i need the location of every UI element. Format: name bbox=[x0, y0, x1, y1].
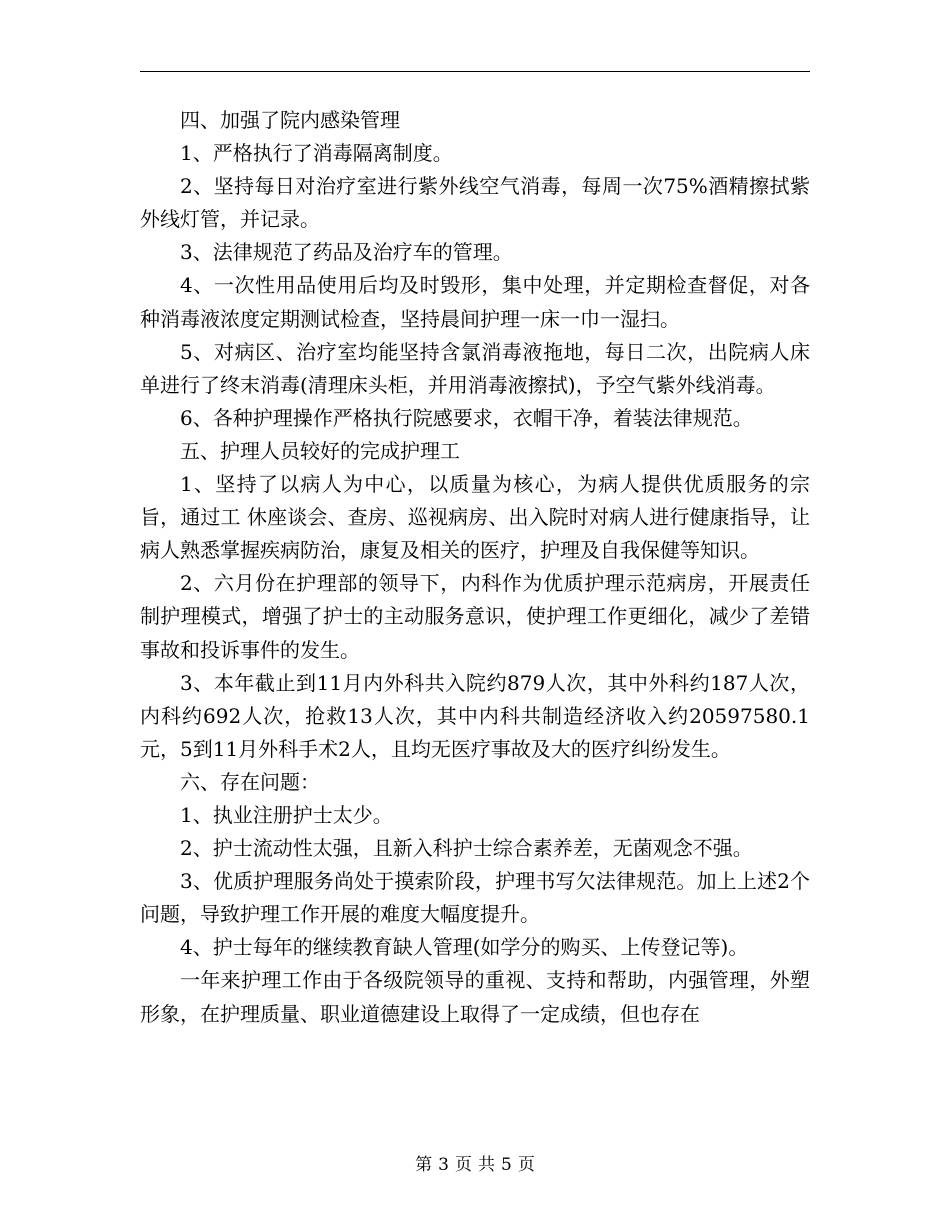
page-footer bbox=[0, 1150, 950, 1175]
paragraph: 2、坚持每日对治疗室进行紫外线空气消毒，每周一次75%酒精擦拭紫外线灯管，并记录。 bbox=[140, 174, 810, 232]
header-rule bbox=[140, 71, 810, 72]
footer-total-word: 共 bbox=[478, 1155, 495, 1175]
paragraph: 4、护士每年的继续教育缺人管理(如学分的购买、上传登记等)。 bbox=[180, 935, 749, 960]
section-heading-problems: 六、存在问题： bbox=[180, 769, 320, 794]
paragraph: 3、本年截止到11月内外科共入院约879人次，其中外科约187人次，内科约692人次，抢救13人次，其中内科共制造经济收入约20597580.1元，5到11月外科手术2人，且均无医疗事故及大的医疗纠纷发生。 bbox=[140, 670, 810, 761]
paragraph: 3、优质护理服务尚处于摸索阶段，护理书写欠法律规范。加上上述2个问题，导致护理工作开展的难度大幅度提升。 bbox=[140, 869, 810, 927]
total-pages-number: 5 bbox=[501, 1155, 512, 1175]
paragraph: 1、严格执行了消毒隔离制度。 bbox=[180, 141, 453, 166]
paragraph: 3、法律规范了药品及治疗车的管理。 bbox=[180, 240, 513, 265]
paragraph: 1、坚持了以病人为中心，以质量为核心，为病人提供优质服务的宗旨，通过工 休座谈会、查房、巡视病房、出入院时对病人进行健康指导，让病人熟悉掌握疾病防治，康复及相关的医疗，护理及自我保健等知识。 bbox=[140, 472, 810, 563]
paragraph: 6、各种护理操作严格执行院感要求，衣帽干净，着装法律规范。 bbox=[180, 405, 753, 430]
current-page-number: 3 bbox=[438, 1155, 449, 1175]
document-body bbox=[140, 104, 810, 1031]
footer-prefix: 第 bbox=[415, 1155, 433, 1175]
footer-page-word: 页 bbox=[455, 1155, 472, 1175]
paragraph: 1、执业注册护士太少。 bbox=[180, 802, 393, 827]
paragraph: 4、一次性用品使用后均及时毁形，集中处理，并定期检查督促，对各种消毒液浓度定期测试检查，坚持晨间护理一床一巾一湿扫。 bbox=[140, 273, 810, 331]
footer-suffix: 页 bbox=[517, 1155, 535, 1175]
section-heading-nursing-work: 五、护理人员较好的完成护理工 bbox=[180, 438, 460, 463]
paragraph: 2、护士流动性太强，且新入科护士综合素养差，无菌观念不强。 bbox=[180, 836, 753, 861]
paragraph: 5、对病区、治疗室均能坚持含氯消毒液拖地，每日二次，出院病人床单进行了终末消毒(清理床头柜，并用消毒液擦拭)，予空气紫外线消毒。 bbox=[140, 339, 810, 397]
paragraph: 2、六月份在护理部的领导下，内科作为优质护理示范病房，开展责任制护理模式，增强了护士的主动服务意识，使护理工作更细化，减少了差错事故和投诉事件的发生。 bbox=[140, 571, 810, 662]
paragraph: 一年来护理工作由于各级院领导的重视、支持和帮助，内强管理，外塑形象，在护理质量、职业道德建设上取得了一定成绩，但也存在 bbox=[140, 968, 810, 1026]
section-heading-infection-control: 四、加强了院内感染管理 bbox=[180, 108, 400, 132]
